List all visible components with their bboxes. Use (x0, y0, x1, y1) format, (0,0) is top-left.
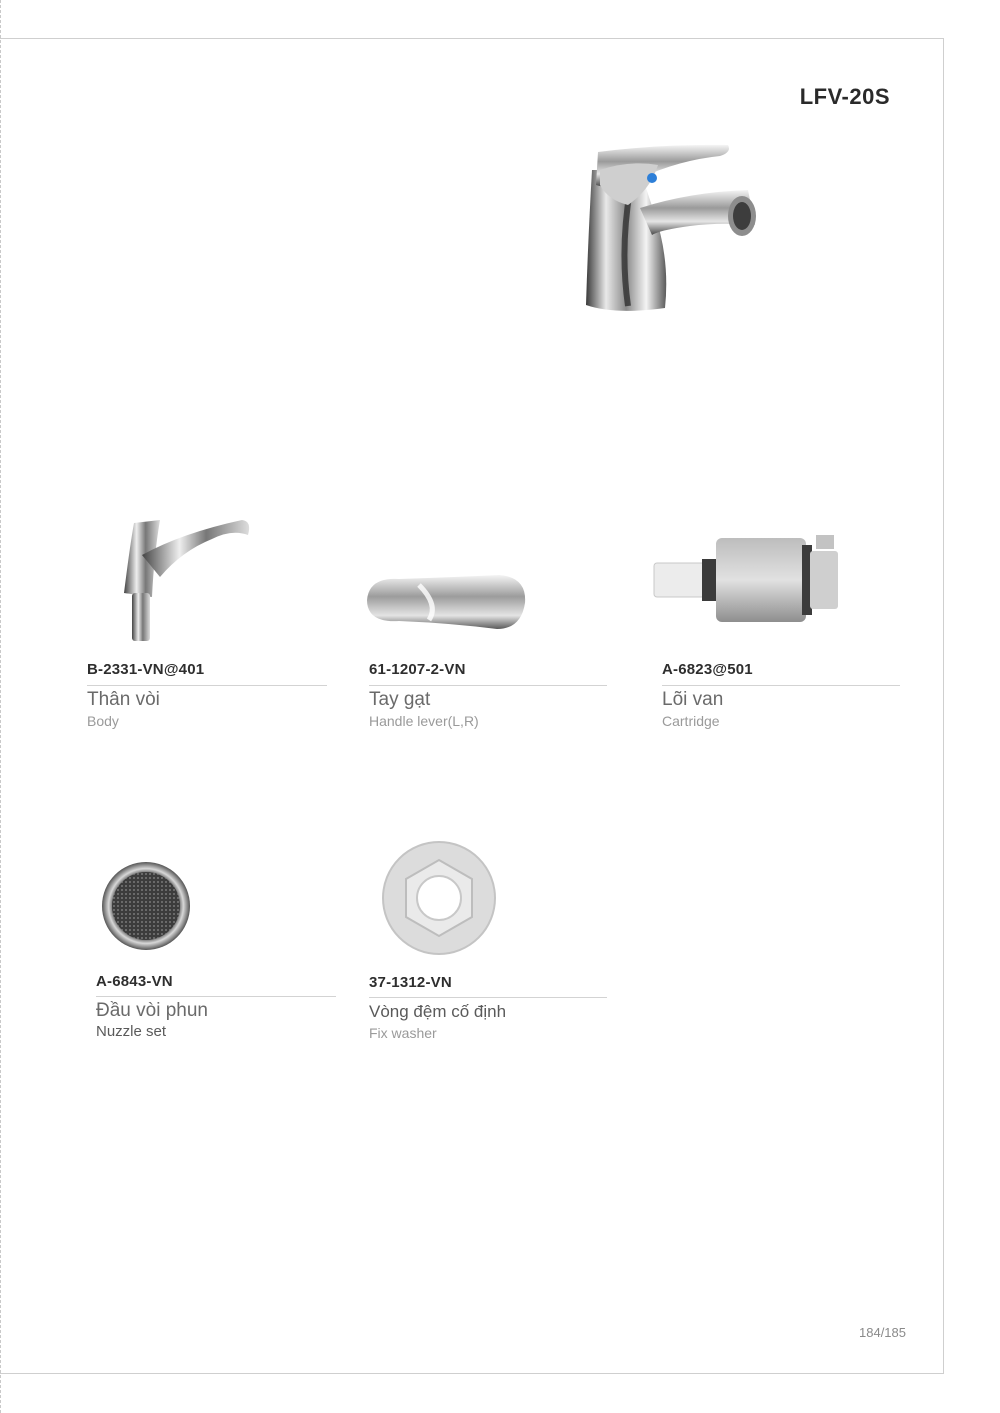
part-name-vi: Vòng đệm cố định (369, 1002, 507, 1021)
part-name-vi: Thân vòi (87, 689, 160, 710)
part-name-en: Cartridge (662, 713, 720, 729)
part-fix-washer (369, 840, 609, 1050)
cartridge-part-image (652, 533, 862, 643)
part-name-vi: Lõi van (662, 689, 724, 710)
nozzle-part-image (100, 860, 196, 956)
part-cartridge (662, 515, 902, 735)
body-part-image (112, 515, 262, 645)
part-name-en: Nuzzle set (96, 1023, 167, 1040)
part-code: A-6823@501 (662, 661, 753, 678)
handle-lever-part-image (359, 565, 529, 645)
part-code: 61-1207-2-VN (369, 661, 466, 678)
part-body (87, 515, 327, 735)
part-nozzle-set (96, 840, 336, 1050)
part-name-en: Fix washer (369, 1025, 437, 1041)
part-name-en: Body (87, 713, 119, 729)
part-name-vi: Tay gạt (369, 689, 431, 710)
model-code: LFV-20S (799, 84, 890, 109)
part-code: A-6843-VN (96, 973, 173, 990)
part-divider (662, 685, 900, 686)
part-handle-lever (369, 515, 609, 735)
part-divider (87, 685, 327, 686)
part-divider (96, 996, 336, 997)
part-divider (369, 997, 607, 998)
page-number: 184/185 (859, 1325, 906, 1340)
faucet-product-image (570, 130, 790, 330)
part-code: B-2331-VN@401 (87, 661, 205, 678)
fix-washer-part-image (379, 838, 499, 958)
part-name-vi: Đầu vòi phun (96, 1000, 208, 1021)
part-name-en: Handle lever(L,R) (369, 713, 479, 729)
part-code: 37-1312-VN (369, 974, 452, 991)
part-divider (369, 685, 607, 686)
